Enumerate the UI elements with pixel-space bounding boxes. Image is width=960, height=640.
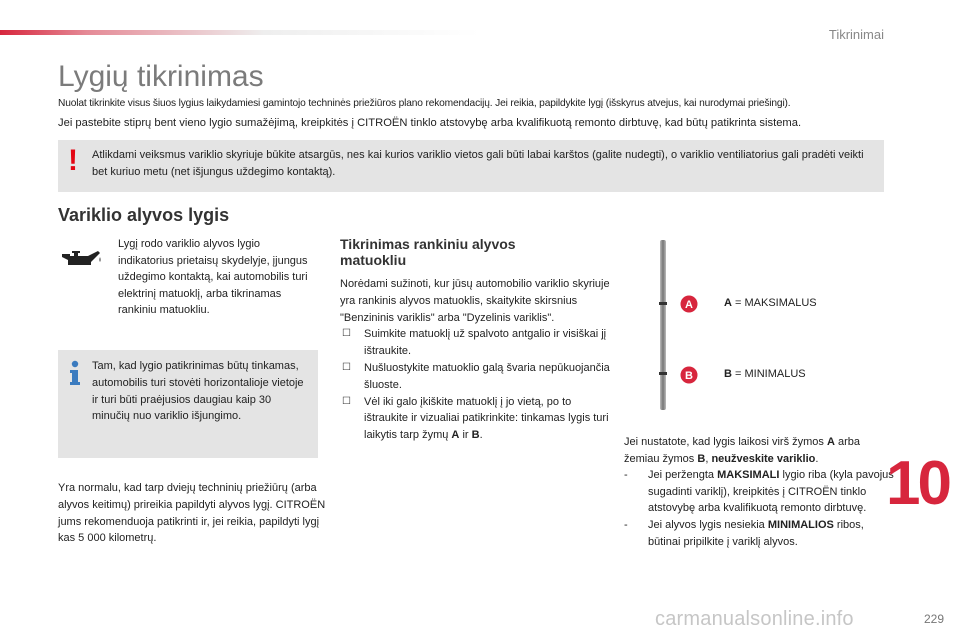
checkbox-bullet-icon: ☐ [342, 328, 351, 340]
watermark-text: carmanualsonline.info [655, 608, 854, 630]
oil-indicator-text: Lygį rodo variklio alyvos lygio indikatorius prietaisų skydelyje, įjungus uždegimo kontaktą, kai automobilis turi elektrinį matuoklį, arba tikrinamas rankiniu matuokliu. [118, 238, 308, 316]
top-accent-bar [0, 30, 480, 35]
level-notes-list [624, 467, 894, 550]
dipstick-steps [340, 326, 615, 444]
info-icon [66, 360, 84, 386]
dipstick-heading: Tikrinimas rankiniu alyvos matuokliu [340, 236, 516, 268]
mark-b-label: B = MINIMALUS [724, 368, 806, 380]
mark-a-badge [679, 294, 699, 314]
exclamation-icon: ! [68, 144, 78, 177]
oil-can-icon [60, 248, 104, 270]
info-text: Tam, kad lygio patikrinimas būtų tinkamas, automobilis turi stovėti horizontalioje vietoje ir turi būti praėjusios daugiau kaip 30 minučių nuo variklio išjungimo. [92, 360, 304, 423]
list-item: - Jei alyvos lygis nesiekia MINIMALIOS ribos, būtinai pripilkite į variklį alyvos. [624, 518, 864, 548]
dipstick-illustration [657, 240, 669, 410]
oil-level-heading: Variklio alyvos lygis [58, 205, 230, 225]
dipstick-intro: Norėdami sužinoti, kur jūsų automobilio variklio skyriuje yra rankinis alyvos matuoklis, skaitykite skirsnius "Benzininis variklis" arba "Dyzelinis variklis". [340, 278, 610, 324]
dipstick-rod [657, 240, 669, 410]
page-number: 229 [923, 612, 944, 626]
svg-text:A: A [685, 299, 693, 311]
info-box [58, 350, 318, 458]
checkbox-bullet-icon: ☐ [342, 395, 351, 407]
intro-main-text: Jei pastebite stiprų bent vieno lygio sumažėjimą, kreipkitės į CITROËN tinklo atstovybę arba kvalifikuotą remonto dirbtuvę, kad būtų patikrinta sistema. [58, 117, 802, 129]
dipstick-instructions [340, 276, 615, 444]
list-item: - Jei peržengta MAKSIMALI lygio riba (kyla pavojus sugadinti variklį), kreipkitės į CITROËN tinklo atstovybę arba kvalifikuotą remonto dirbtuvę. [624, 469, 894, 515]
page-title: Lygių tikrinimas [58, 60, 264, 93]
normal-consumption-text: Yra normalu, kad tarp dviejų techninių priežiūrų (arba alyvos keitimų) prireikia papildyti alyvos lygį. CITROËN jums rekomenduoja patikrinti ir, jei reikia, papildyti lygį kas 5 000 kilometrų. [58, 482, 326, 545]
mark-b-badge [679, 365, 699, 385]
mark-a-label: A = MAKSIMALUS [724, 297, 817, 309]
level-notes [624, 434, 894, 550]
checkbox-bullet-icon: ☐ [342, 361, 351, 373]
intro-small-text: Nuolat tikrinkite visus šiuos lygius laikydamiesi gamintojo techninės priežiūros plano rekomendacijų. Jei reikia, papildykite lygį (išskyrus atvejus, kai nurodymai priešingi). [58, 98, 791, 109]
list-item: ☐ Vėl iki galo įkiškite matuoklį į jo vietą, po to ištraukite ir vizualiai patikrinkite: tinkamas lygis turi laikytis tarp žymų A ir B. [342, 395, 609, 442]
level-notes-intro: Jei nustatote, kad lygis laikosi virš žymos A arba žemiau žymos B, neužveskite variklio. [624, 436, 861, 465]
svg-text:B: B [685, 370, 693, 382]
section-title: Tikrinimai [828, 27, 884, 42]
list-item: ☐ Nušluostykite matuoklio galą švaria nepūkuojančia šluoste. [342, 361, 610, 391]
list-item: ☐ Suimkite matuoklį už spalvoto antgalio ir visiškai jį ištraukite. [342, 328, 607, 358]
chapter-number: 10 [886, 449, 949, 518]
warning-text: Atlikdami veiksmus variklio skyriuje būkite atsargūs, nes kai kurios variklio vietos gali būti labai karštos (galite nudegti), o variklio ventiliatorius gali pradėti veikti bet kuriuo metu (net išjungus uždegimo kontaktą). [92, 149, 864, 178]
warning-box [58, 140, 884, 192]
